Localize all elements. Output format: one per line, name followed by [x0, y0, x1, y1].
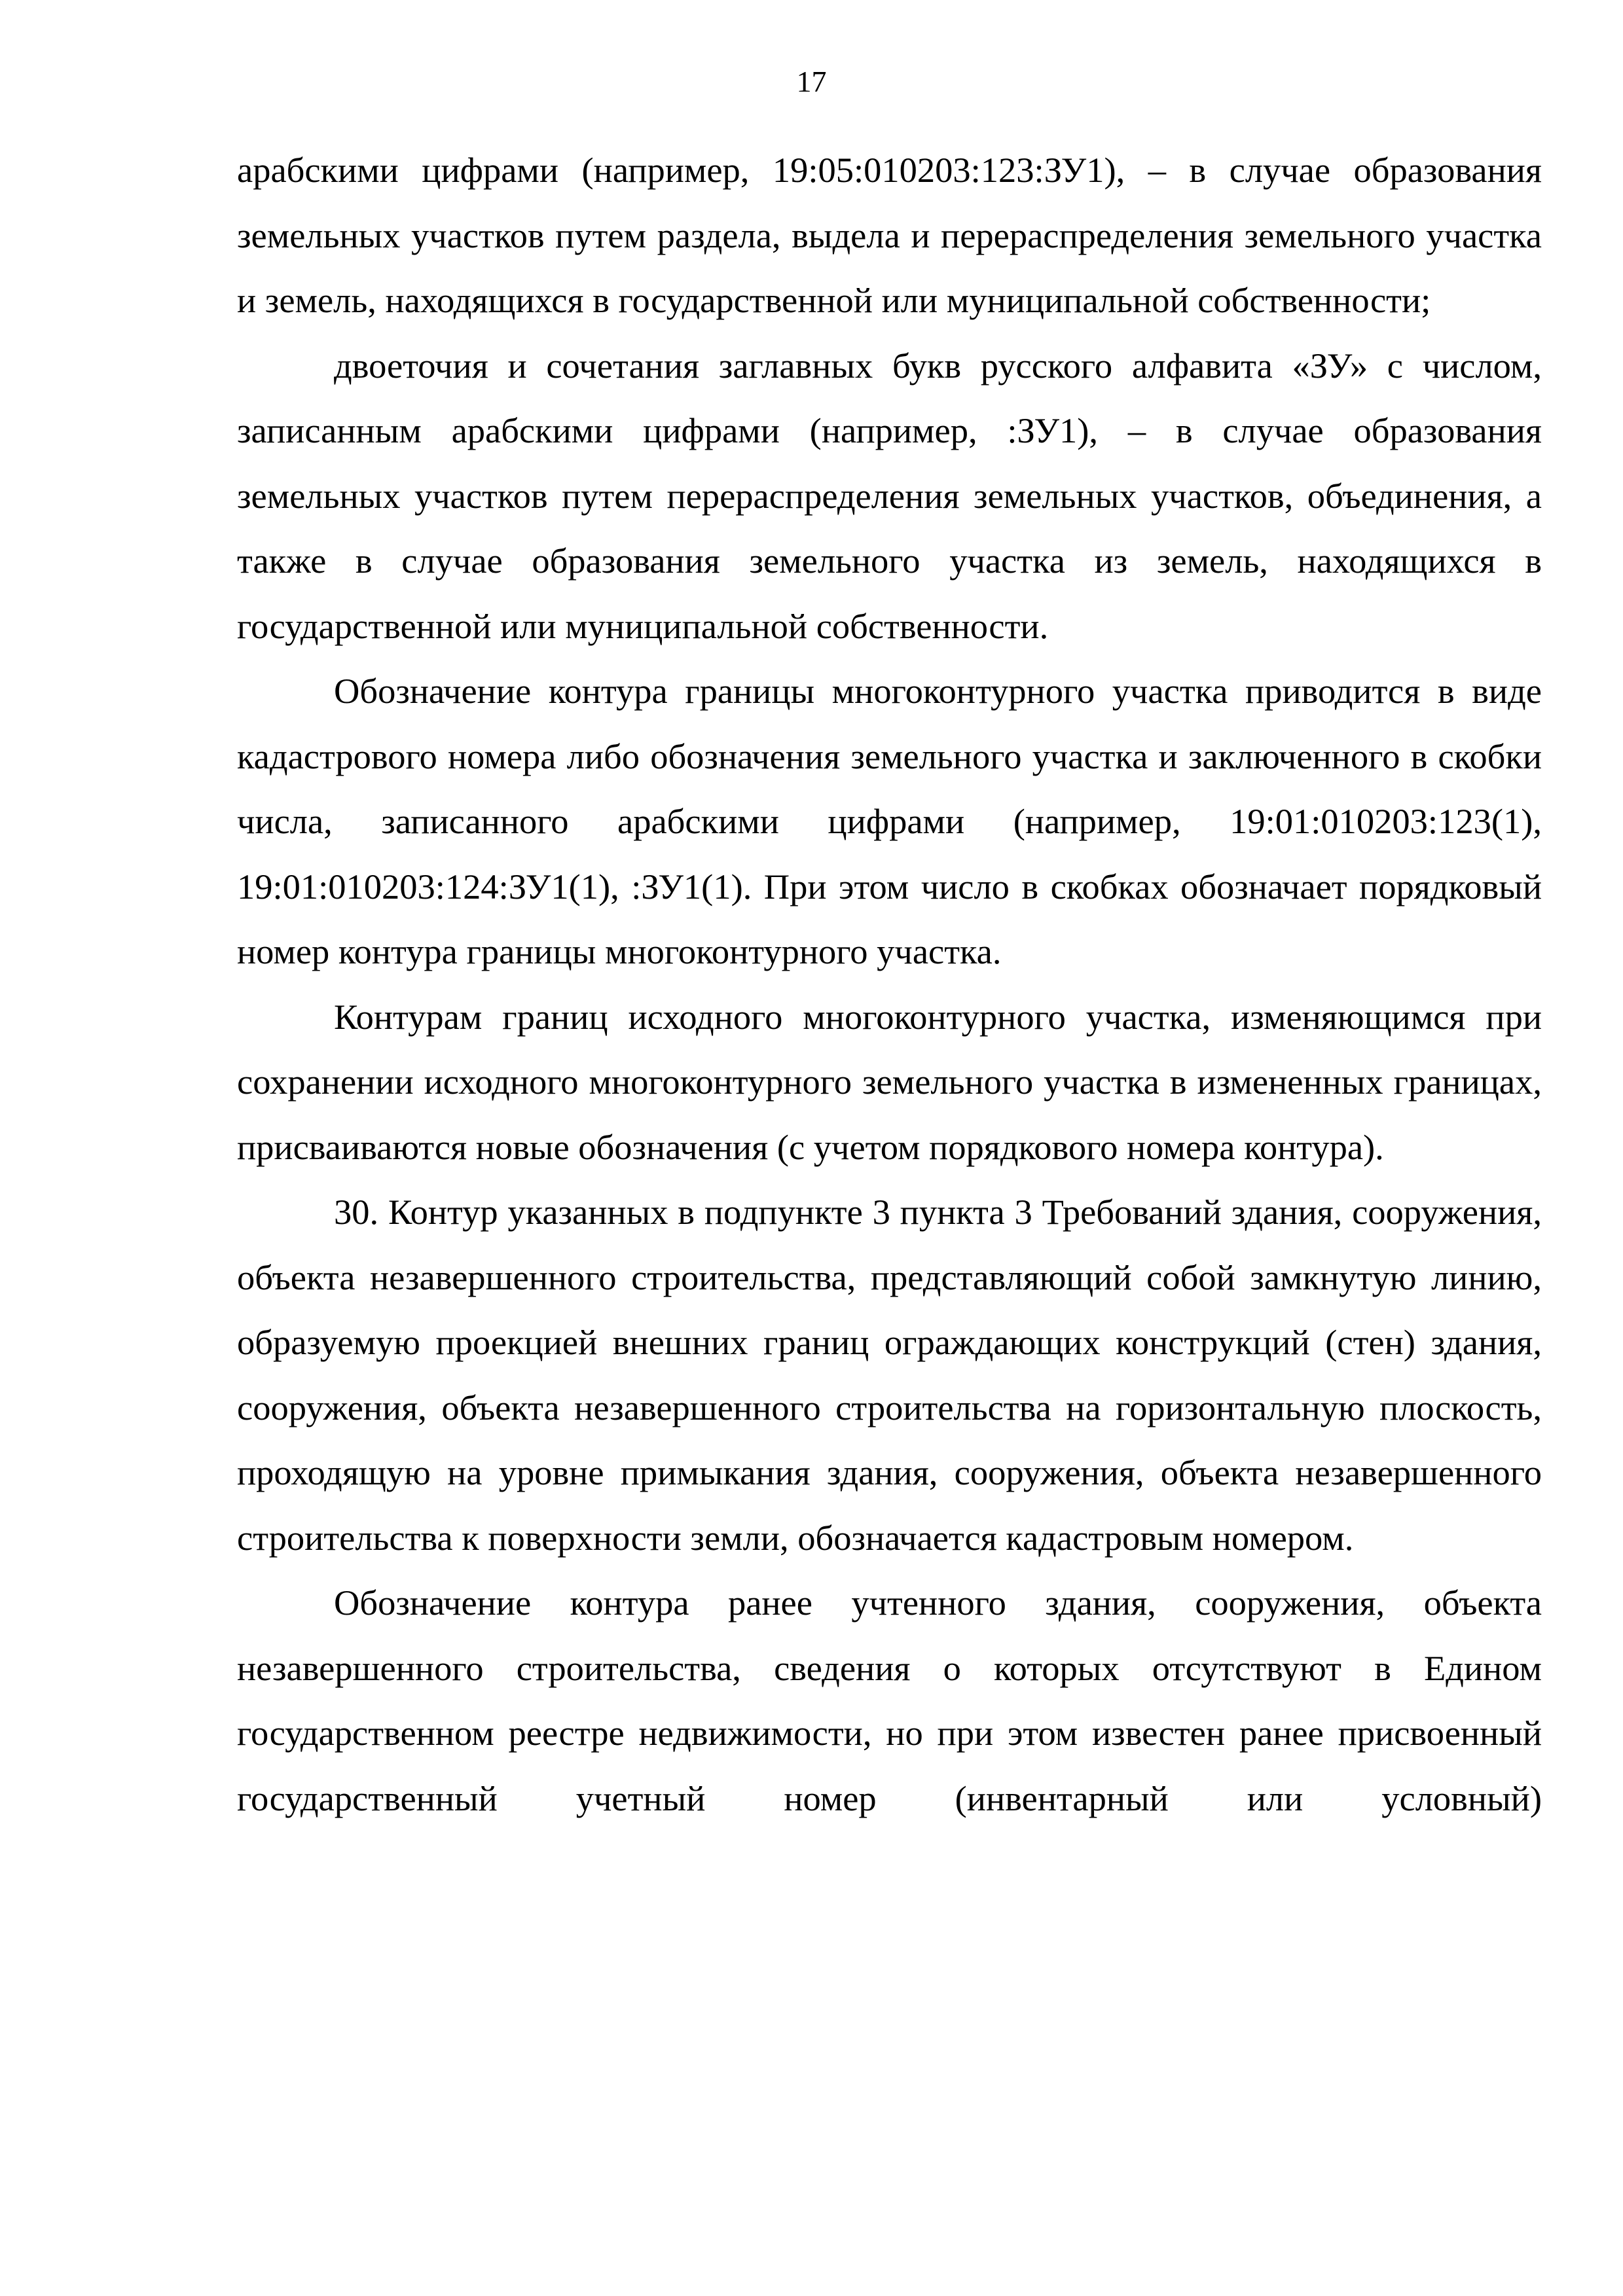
page-number: 17	[796, 65, 827, 98]
paragraph-item-30: 30. Контур указанных в подпункте 3 пункта 3 Требований здания, сооружения, объекта незавершенного строительства, представляющий собой замкнутую линию, образуемую проекцией внешних границ ограждающих конструкций (стен) здания, сооружения, объекта незавершенного строительства на горизонтальную плоскость, проходящую на уровне примыкания здания, сооружения, объекта незавершенного строительства к поверхности земли, обозначается кадастровым номером.	[237, 1192, 1542, 1558]
paragraph-zu-designation: двоеточия и сочетания заглавных букв русского алфавита «ЗУ» с числом, записанным арабскими цифрами (например, :ЗУ1), – в случае образования земельных участков путем перераспределения земельных участков, объединения, а также в случае образования земельного участка из земель, находящихся в государственной или муниципальной собственности.	[237, 345, 1542, 646]
paragraph-previously-registered: Обозначение контура ранее учтенного здания, сооружения, объекта незавершенного строительства, сведения о которых отсутствуют в Едином государственном реестре недвижимости, но при этом известен ранее присвоенный государственный учетный номер (инвентарный или условный)	[237, 1583, 1542, 1818]
document-body	[237, 137, 1542, 1831]
paragraph-contour-changes: Контурам границ исходного многоконтурного участка, изменяющимся при сохранении исходного многоконтурного земельного участка в измененных границах, присваиваются новые обозначения (с учетом порядкового номера контура).	[237, 996, 1542, 1167]
paragraph-multicontour-designation: Обозначение контура границы многоконтурного участка приводится в виде кадастрового номера либо обозначения земельного участка и заключенного в скобки числа, записанного арабскими цифрами (например, 19:01:010203:123(1), 19:01:010203:124:ЗУ1(1), :ЗУ1(1). При этом число в скобках обозначает порядковый номер контура границы многоконтурного участка.	[237, 671, 1542, 971]
paragraph-continuation: арабскими цифрами (например, 19:05:010203:123:ЗУ1), – в случае образования земельных участков путем раздела, выдела и перераспределения земельного участка и земель, находящихся в государственной или муниципальной собственности;	[237, 150, 1542, 320]
